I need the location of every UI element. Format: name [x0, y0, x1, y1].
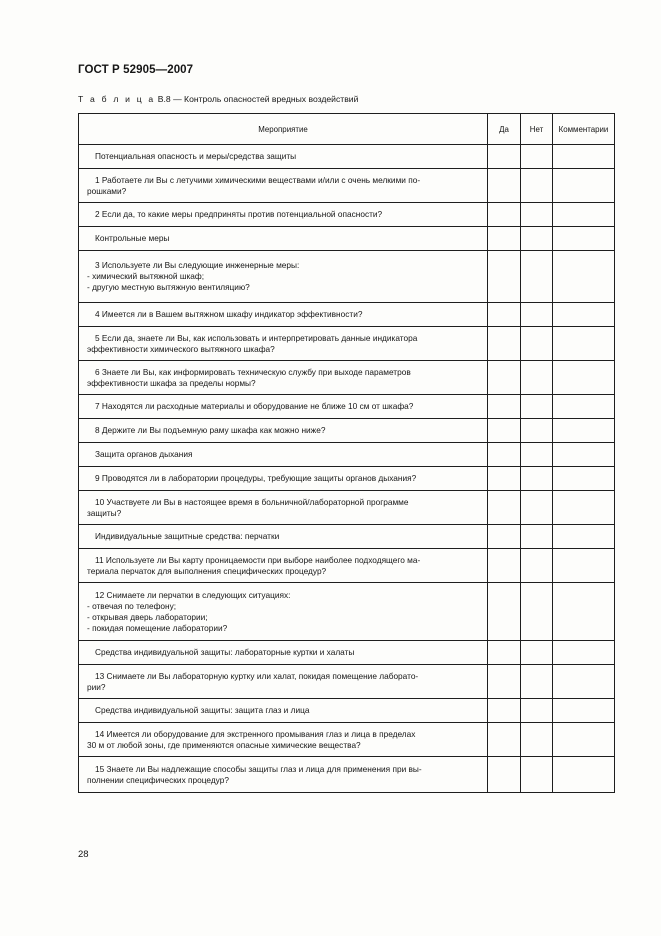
- answer-no-cell[interactable]: [521, 419, 553, 443]
- question-cell: [79, 665, 488, 699]
- comments-cell[interactable]: [553, 583, 615, 641]
- cell-text-line: Средства индивидуальной защиты: защита глаз и лица: [95, 705, 310, 715]
- answer-yes-cell[interactable]: [488, 227, 521, 251]
- column-header-yes: Да: [488, 114, 521, 145]
- question-cell: [79, 361, 488, 395]
- answer-yes-cell[interactable]: [488, 723, 521, 757]
- question-row: [79, 251, 615, 303]
- cell-text-line: 13 Снимаете ли Вы лабораторную куртку или халат, покидая помещение лаборато-: [95, 670, 419, 681]
- comments-cell[interactable]: [553, 467, 615, 491]
- question-row: [79, 327, 615, 361]
- question-cell: [79, 491, 488, 525]
- question-cell: [79, 419, 488, 443]
- comments-cell[interactable]: [553, 443, 615, 467]
- answer-no-cell[interactable]: [521, 227, 553, 251]
- answer-yes-cell[interactable]: [488, 203, 521, 227]
- cell-text-line: 1 Работаете ли Вы с летучими химическими веществами и/или с очень мелкими по-: [95, 174, 421, 185]
- cell-text-line: Контрольные меры: [95, 233, 170, 243]
- cell-text-line: рии?: [87, 681, 106, 692]
- table-caption: [78, 94, 358, 104]
- question-row: [79, 757, 615, 793]
- comments-cell[interactable]: [553, 327, 615, 361]
- answer-no-cell[interactable]: [521, 491, 553, 525]
- question-cell: [79, 549, 488, 583]
- question-row: [79, 419, 615, 443]
- question-row: [79, 395, 615, 419]
- question-row: [79, 169, 615, 203]
- table-header-row: [79, 114, 615, 145]
- comments-cell[interactable]: [553, 549, 615, 583]
- cell-text-line: 2 Если да, то какие меры предприняты против потенциальной опасности?: [95, 209, 383, 219]
- answer-yes-cell[interactable]: [488, 169, 521, 203]
- comments-cell[interactable]: [553, 699, 615, 723]
- section-title-cell: [79, 641, 488, 665]
- answer-no-cell[interactable]: [521, 525, 553, 549]
- question-cell: [79, 303, 488, 327]
- cell-text-line: - отвечая по телефону;: [87, 600, 177, 611]
- cell-text-line: 9 Проводятся ли в лаборатории процедуры, требующие защиты органов дыхания?: [95, 473, 417, 483]
- cell-text-line: териала перчаток для выполнения специфических процедур?: [87, 565, 327, 576]
- column-header-no: Нет: [521, 114, 553, 145]
- cell-text-line: 4 Имеется ли в Вашем вытяжном шкафу индикатор эффективности?: [95, 309, 363, 319]
- comments-cell[interactable]: [553, 757, 615, 793]
- cell-text-line: Индивидуальные защитные средства: перчатки: [95, 531, 280, 541]
- question-row: [79, 583, 615, 641]
- comments-cell[interactable]: [553, 303, 615, 327]
- cell-text-line: 7 Находятся ли расходные материалы и оборудование не ближе 10 см от шкафа?: [95, 401, 414, 411]
- cell-text-line: 10 Участвуете ли Вы в настоящее время в больничной/лабораторной программе: [95, 496, 409, 507]
- answer-yes-cell[interactable]: [488, 395, 521, 419]
- answer-yes-cell[interactable]: [488, 699, 521, 723]
- answer-no-cell[interactable]: [521, 303, 553, 327]
- table-caption-title: В.8 — Контроль опасностей вредных воздействий: [155, 94, 359, 104]
- answer-no-cell[interactable]: [521, 665, 553, 699]
- answer-no-cell[interactable]: [521, 327, 553, 361]
- comments-cell[interactable]: [553, 361, 615, 395]
- cell-text-line: 14 Имеется ли оборудование для экстренного промывания глаз и лица в пределах: [95, 728, 416, 739]
- answer-yes-cell[interactable]: [488, 443, 521, 467]
- comments-cell[interactable]: [553, 203, 615, 227]
- column-header-measure: Мероприятие: [79, 114, 488, 145]
- comments-cell[interactable]: [553, 641, 615, 665]
- section-row: [79, 443, 615, 467]
- page-number: 28: [78, 849, 89, 860]
- question-cell: [79, 327, 488, 361]
- answer-no-cell[interactable]: [521, 699, 553, 723]
- answer-yes-cell[interactable]: [488, 757, 521, 793]
- cell-text-line: 8 Держите ли Вы подъемную раму шкафа как можно ниже?: [95, 425, 326, 435]
- answer-no-cell[interactable]: [521, 145, 553, 169]
- section-row: [79, 145, 615, 169]
- section-row: [79, 699, 615, 723]
- question-row: [79, 665, 615, 699]
- question-row: [79, 361, 615, 395]
- answer-no-cell[interactable]: [521, 641, 553, 665]
- question-row: [79, 491, 615, 525]
- cell-text-line: 12 Снимаете ли перчатки в следующих ситуациях:: [95, 589, 291, 600]
- cell-text-line: рошками?: [87, 185, 127, 196]
- answer-no-cell[interactable]: [521, 583, 553, 641]
- comments-cell[interactable]: [553, 251, 615, 303]
- cell-text-line: эффективности шкафа за пределы нормы?: [87, 377, 256, 388]
- answer-yes-cell[interactable]: [488, 145, 521, 169]
- answer-yes-cell[interactable]: [488, 641, 521, 665]
- cell-text-line: полнении специфических процедур?: [87, 774, 229, 785]
- comments-cell[interactable]: [553, 395, 615, 419]
- question-cell: [79, 723, 488, 757]
- answer-no-cell[interactable]: [521, 361, 553, 395]
- comments-cell[interactable]: [553, 227, 615, 251]
- cell-text-line: Защита органов дыхания: [95, 449, 193, 459]
- answer-yes-cell[interactable]: [488, 549, 521, 583]
- question-row: [79, 203, 615, 227]
- answer-yes-cell[interactable]: [488, 303, 521, 327]
- question-cell: [79, 757, 488, 793]
- question-row: [79, 549, 615, 583]
- section-title-cell: [79, 443, 488, 467]
- question-row: [79, 723, 615, 757]
- comments-cell[interactable]: [553, 145, 615, 169]
- comments-cell[interactable]: [553, 665, 615, 699]
- comments-cell[interactable]: [553, 169, 615, 203]
- answer-yes-cell[interactable]: [488, 327, 521, 361]
- section-title-cell: [79, 145, 488, 169]
- comments-cell[interactable]: [553, 419, 615, 443]
- answer-yes-cell[interactable]: [488, 665, 521, 699]
- question-cell: [79, 251, 488, 303]
- cell-text-line: - другую местную вытяжную вентиляцию?: [87, 282, 250, 292]
- section-title-cell: [79, 699, 488, 723]
- question-cell: [79, 395, 488, 419]
- cell-text-line: - химический вытяжной шкаф;: [87, 271, 205, 281]
- cell-text-line: 6 Знаете ли Вы, как информировать техническую службу при выходе параметров: [95, 366, 411, 377]
- question-cell: [79, 583, 488, 641]
- answer-no-cell[interactable]: [521, 443, 553, 467]
- cell-text-line: 3 Используете ли Вы следующие инженерные меры:: [95, 260, 300, 270]
- comments-cell[interactable]: [553, 723, 615, 757]
- cell-text-line: 30 м от любой зоны, где применяются опасные химические вещества?: [87, 739, 361, 750]
- answer-yes-cell[interactable]: [488, 361, 521, 395]
- section-row: [79, 641, 615, 665]
- section-row: [79, 525, 615, 549]
- question-row: [79, 303, 615, 327]
- answer-no-cell[interactable]: [521, 203, 553, 227]
- question-row: [79, 467, 615, 491]
- cell-text-line: 11 Используете ли Вы карту проницаемости при выборе наиболее подходящего ма-: [95, 554, 421, 565]
- answer-no-cell[interactable]: [521, 467, 553, 491]
- answer-yes-cell[interactable]: [488, 251, 521, 303]
- cell-text-line: защиты?: [87, 507, 122, 518]
- answer-no-cell[interactable]: [521, 169, 553, 203]
- answer-yes-cell[interactable]: [488, 583, 521, 641]
- cell-text-line: - открывая дверь лаборатории;: [87, 611, 208, 622]
- section-row: [79, 227, 615, 251]
- cell-text-line: Средства индивидуальной защиты: лабораторные куртки и халаты: [95, 647, 355, 657]
- answer-no-cell[interactable]: [521, 757, 553, 793]
- answer-yes-cell[interactable]: [488, 467, 521, 491]
- table-caption-prefix: Т а б л и ц а: [78, 94, 156, 104]
- answer-no-cell[interactable]: [521, 549, 553, 583]
- cell-text-line: 15 Знаете ли Вы надлежащие способы защиты глаз и лица для применения при вы-: [95, 763, 422, 774]
- answer-no-cell[interactable]: [521, 395, 553, 419]
- answer-yes-cell[interactable]: [488, 525, 521, 549]
- column-header-comments: Комментарии: [553, 114, 615, 145]
- comments-cell[interactable]: [553, 491, 615, 525]
- answer-yes-cell[interactable]: [488, 491, 521, 525]
- answer-no-cell[interactable]: [521, 723, 553, 757]
- cell-text-line: 5 Если да, знаете ли Вы, как использовать и интерпретировать данные индикатора: [95, 332, 418, 343]
- answer-no-cell[interactable]: [521, 251, 553, 303]
- answer-yes-cell[interactable]: [488, 419, 521, 443]
- section-title-cell: [79, 525, 488, 549]
- comments-cell[interactable]: [553, 525, 615, 549]
- document-code: ГОСТ Р 52905—2007: [78, 64, 194, 76]
- hazard-control-table: [78, 113, 615, 793]
- section-title-cell: [79, 227, 488, 251]
- question-cell: [79, 467, 488, 491]
- question-cell: [79, 203, 488, 227]
- cell-text-line: - покидая помещение лаборатории?: [87, 622, 228, 633]
- cell-text-line: Потенциальная опасность и меры/средства защиты: [95, 151, 297, 161]
- question-cell: [79, 169, 488, 203]
- cell-text-line: эффективности химического вытяжного шкафа?: [87, 343, 275, 354]
